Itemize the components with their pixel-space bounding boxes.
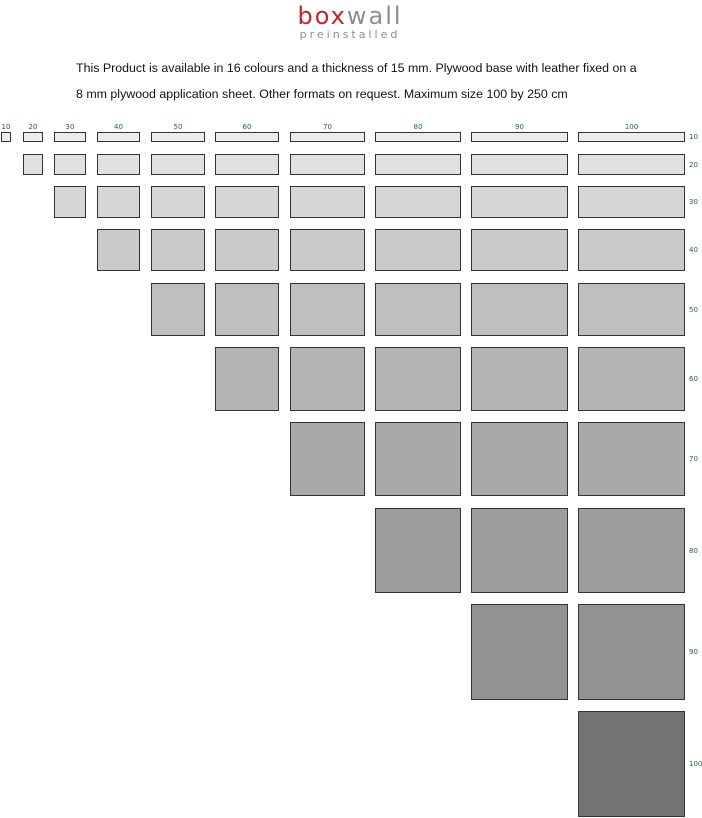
size-tile-100x100 xyxy=(578,711,685,817)
size-tile-50x30 xyxy=(151,186,205,218)
size-tile-50x10 xyxy=(151,132,205,142)
size-tile-70x70 xyxy=(290,422,365,496)
column-label-70: 70 xyxy=(323,123,332,131)
size-tile-80x20 xyxy=(375,154,461,175)
size-tile-80x40 xyxy=(375,229,461,271)
column-label-10: 10 xyxy=(1,123,11,131)
row-label-60: 60 xyxy=(689,375,698,383)
brand-tagline: preinstalled xyxy=(299,28,401,41)
size-tile-40x40 xyxy=(97,229,140,271)
row-label-10: 10 xyxy=(689,133,698,141)
size-tile-90x80 xyxy=(471,508,568,593)
row-label-30: 30 xyxy=(689,198,698,206)
column-label-90: 90 xyxy=(515,123,524,131)
size-tile-80x70 xyxy=(375,422,461,496)
size-tile-70x20 xyxy=(290,154,365,175)
size-tile-100x10 xyxy=(578,132,685,142)
size-tile-90x20 xyxy=(471,154,568,175)
size-tile-80x60 xyxy=(375,347,461,411)
size-tile-90x90 xyxy=(471,604,568,700)
size-tile-100x50 xyxy=(578,283,685,336)
size-tile-80x10 xyxy=(375,132,461,142)
column-label-100: 100 xyxy=(624,123,639,131)
size-tile-70x40 xyxy=(290,229,365,271)
size-tile-100x60 xyxy=(578,347,685,411)
row-label-50: 50 xyxy=(689,305,698,314)
row-label-40: 40 xyxy=(689,246,698,254)
size-tile-70x50 xyxy=(290,283,365,336)
size-tile-20x20 xyxy=(23,154,43,175)
size-tile-40x10 xyxy=(97,132,140,142)
column-label-40: 40 xyxy=(114,123,123,131)
size-tile-90x40 xyxy=(471,229,568,271)
size-tile-90x30 xyxy=(471,186,568,218)
size-tile-100x20 xyxy=(578,154,685,175)
size-tile-70x30 xyxy=(290,186,365,218)
description-line-1: This Product is available in 16 colours and a thickness of 15 mm. Plywood base with leather fixed on a xyxy=(76,61,637,75)
brand-name-part2: wall xyxy=(346,2,403,30)
size-tile-90x50 xyxy=(471,283,568,336)
size-tile-80x50 xyxy=(375,283,461,336)
size-tile-60x60 xyxy=(215,347,279,411)
size-tile-100x80 xyxy=(578,508,685,593)
size-tile-90x10 xyxy=(471,132,568,142)
row-label-20: 20 xyxy=(689,160,698,169)
size-tile-100x30 xyxy=(578,186,685,218)
column-label-30: 30 xyxy=(65,123,75,131)
size-tile-50x20 xyxy=(151,154,205,175)
size-tile-40x20 xyxy=(97,154,140,175)
column-label-50: 50 xyxy=(173,123,183,131)
row-label-70: 70 xyxy=(689,455,698,463)
size-tile-60x20 xyxy=(215,154,279,175)
column-label-60: 60 xyxy=(242,123,252,131)
size-tile-70x60 xyxy=(290,347,365,411)
size-tile-80x80 xyxy=(375,508,461,593)
size-tile-60x10 xyxy=(215,132,279,142)
size-tile-40x30 xyxy=(97,186,140,218)
size-tile-100x70 xyxy=(578,422,685,496)
size-tile-60x50 xyxy=(215,283,279,336)
size-tile-30x20 xyxy=(54,154,86,175)
column-label-20: 20 xyxy=(28,123,38,131)
brand-name-part1: box xyxy=(297,2,347,30)
size-tile-90x60 xyxy=(471,347,568,411)
size-tile-60x40 xyxy=(215,229,279,271)
size-tile-100x90 xyxy=(578,604,685,700)
size-tile-60x30 xyxy=(215,186,279,218)
size-tile-30x10 xyxy=(54,132,86,142)
size-tile-80x30 xyxy=(375,186,461,218)
size-tile-50x50 xyxy=(151,283,205,336)
size-tile-20x10 xyxy=(23,132,43,142)
size-tile-90x70 xyxy=(471,422,568,496)
column-label-80: 80 xyxy=(413,123,423,131)
row-label-90: 90 xyxy=(689,648,698,656)
size-tile-70x10 xyxy=(290,132,365,142)
size-tile-50x40 xyxy=(151,229,205,271)
size-tile-100x40 xyxy=(578,229,685,271)
size-tile-10x10 xyxy=(1,132,11,142)
description-line-2: 8 mm plywood application sheet. Other formats on request. Maximum size 100 by 250 cm xyxy=(76,87,568,101)
row-label-80: 80 xyxy=(689,546,698,555)
size-tile-30x30 xyxy=(54,186,86,218)
row-label-100: 100 xyxy=(689,760,702,768)
